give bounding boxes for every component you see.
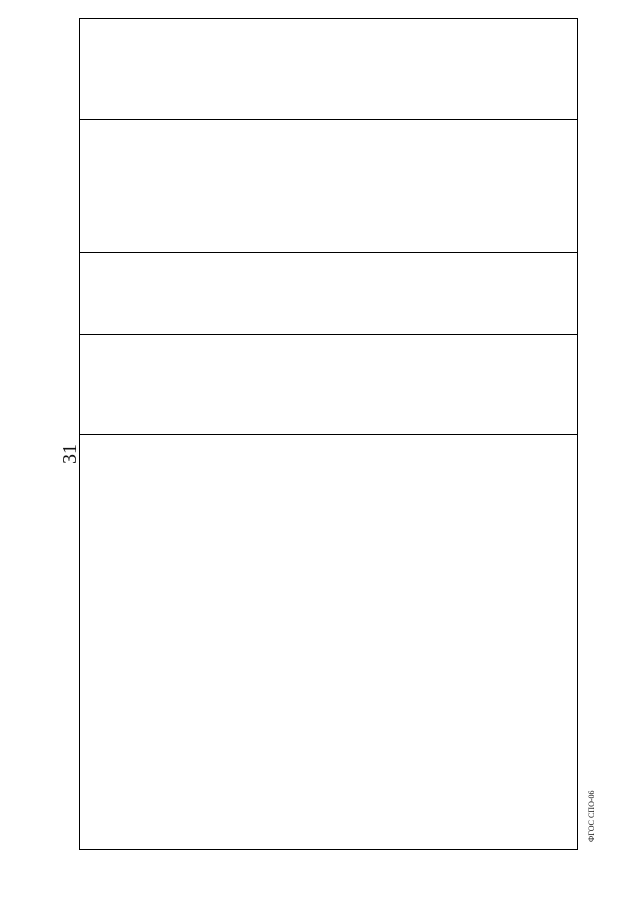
table-row-divider <box>80 119 577 120</box>
page-number: 31 <box>59 444 81 464</box>
table-row-divider <box>80 434 577 435</box>
table-row-divider <box>80 252 577 253</box>
competency-table <box>79 18 578 850</box>
table-row-divider <box>80 334 577 335</box>
footer-label: ФГОС СПО-06 <box>587 790 596 842</box>
